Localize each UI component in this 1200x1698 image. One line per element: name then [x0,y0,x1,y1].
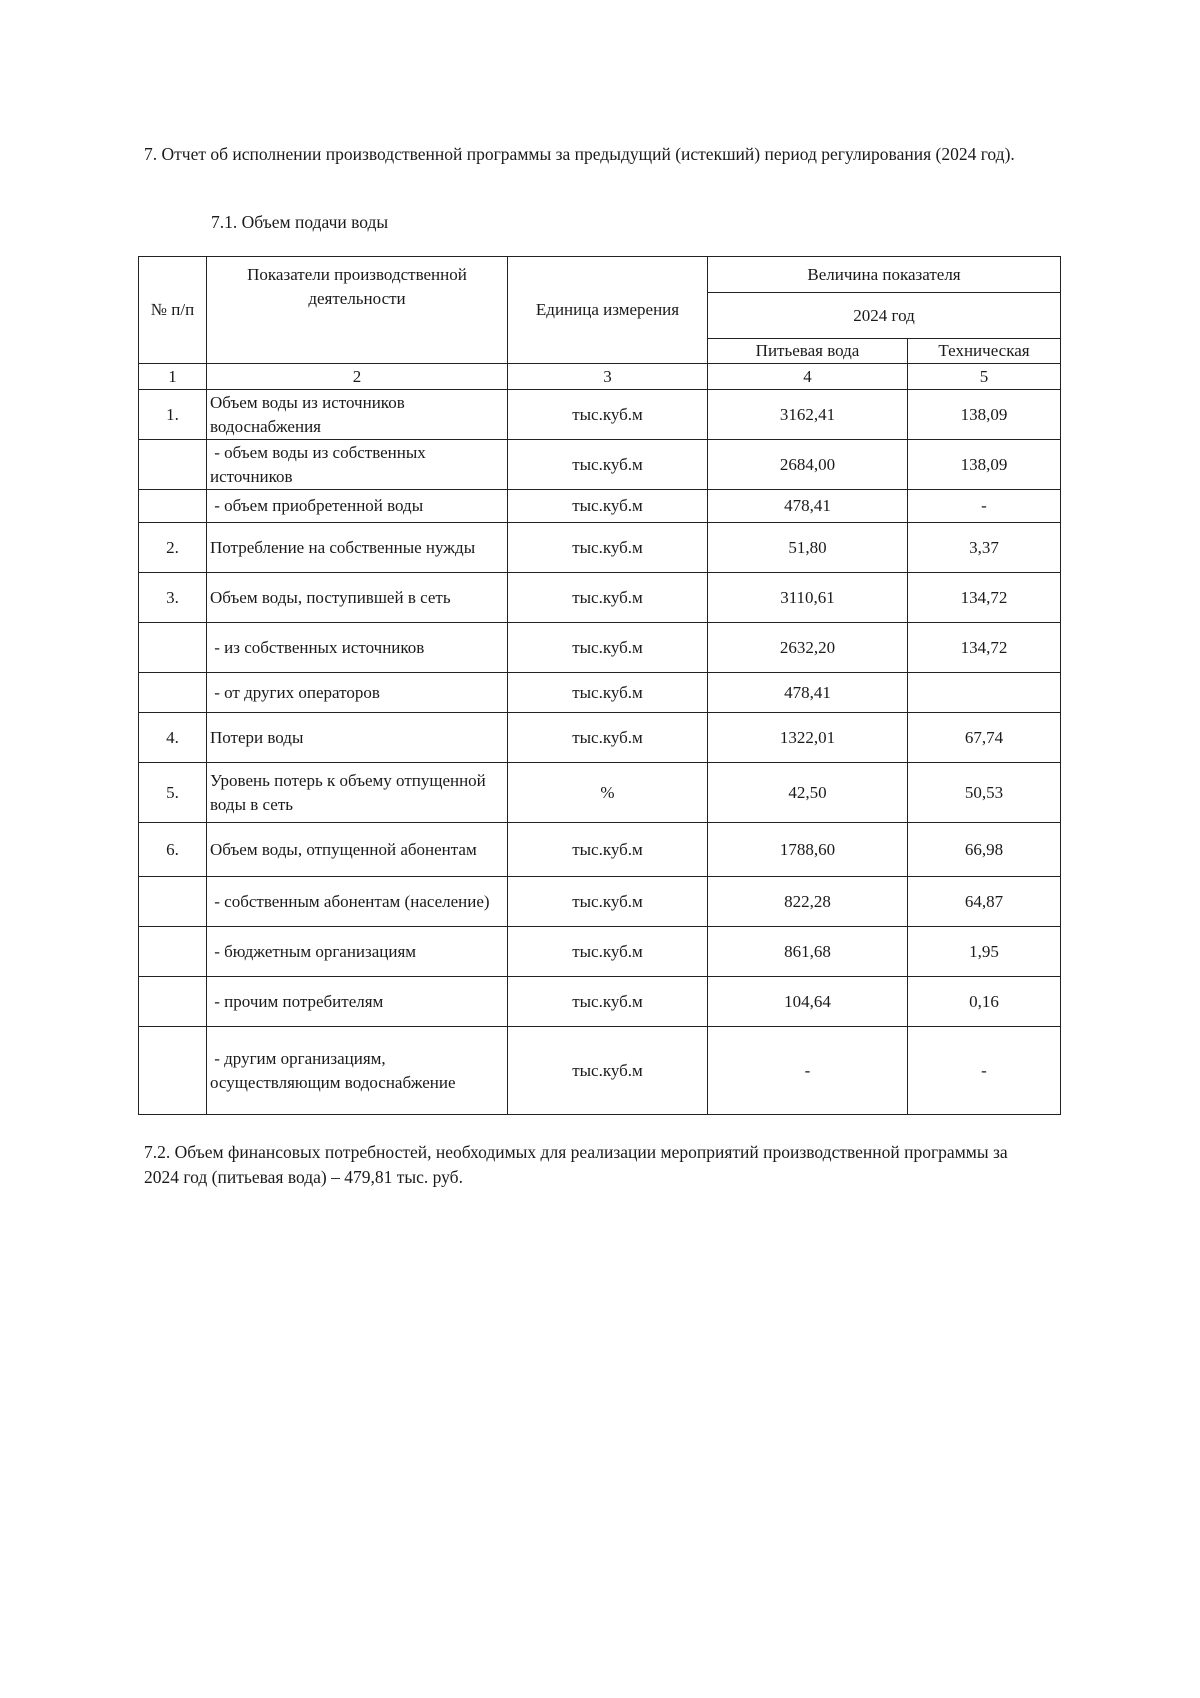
header-technical: Техническая [908,339,1061,364]
row-drinking: 2684,00 [708,440,908,490]
row-num [139,623,207,673]
row-num: 2. [139,523,207,573]
header-indicator: Показатели производственной деятельности [207,257,508,364]
row-name: Объем воды из источников водоснабжения [207,390,508,440]
subsection-heading: 7.1. Объем подачи воды [211,212,389,232]
water-supply-table [138,256,1061,1115]
row-unit: тыс.куб.м [508,523,708,573]
row-technical: 64,87 [908,877,1061,927]
header-unit: Единица измерения [508,257,708,364]
row-drinking: 51,80 [708,523,908,573]
row-unit: тыс.куб.м [508,623,708,673]
row-unit: тыс.куб.м [508,713,708,763]
row-name: Потребление на собственные нужды [207,523,508,573]
row-num [139,927,207,977]
table-row [139,977,1061,1027]
row-unit: тыс.куб.м [508,977,708,1027]
row-unit: тыс.куб.м [508,490,708,523]
header-year: 2024 год [708,293,1061,339]
row-technical: 67,74 [908,713,1061,763]
row-technical: 138,09 [908,390,1061,440]
column-number: 2 [207,364,508,390]
section-heading: 7. Отчет об исполнении производственной программы за предыдущий (истекший) период регулирования (2024 год). [144,144,1015,164]
row-technical: - [908,1027,1061,1115]
row-unit: тыс.куб.м [508,1027,708,1115]
row-name: - из собственных источников [207,623,508,673]
financial-needs-note: 7.2. Объем финансовых потребностей, необходимых для реализации мероприятий производственной программы за 2024 год (питьевая вода) – 479,81 тыс. руб. [144,1142,1008,1187]
row-name: Объем воды, поступившей в сеть [207,573,508,623]
row-drinking: 42,50 [708,763,908,823]
row-drinking: 1788,60 [708,823,908,877]
row-name: - от других операторов [207,673,508,713]
header-value: Величина показателя [708,257,1061,293]
row-drinking: 3110,61 [708,573,908,623]
row-technical: 0,16 [908,977,1061,1027]
row-unit: тыс.куб.м [508,390,708,440]
row-technical: 138,09 [908,440,1061,490]
header-num: № п/п [139,257,207,364]
row-name: - объем приобретенной воды [207,490,508,523]
row-name: - прочим потребителям [207,977,508,1027]
table-row [139,390,1061,440]
row-name: - бюджетным организациям [207,927,508,977]
row-technical: 134,72 [908,623,1061,673]
row-drinking: 3162,41 [708,390,908,440]
table-row [139,1027,1061,1115]
row-unit: тыс.куб.м [508,927,708,977]
table-row [139,673,1061,713]
row-num [139,1027,207,1115]
column-number: 4 [708,364,908,390]
table-row [139,573,1061,623]
row-unit: тыс.куб.м [508,440,708,490]
row-drinking: 478,41 [708,490,908,523]
table-row [139,927,1061,977]
row-unit: % [508,763,708,823]
table-row [139,763,1061,823]
row-name: - собственным абонентам (население) [207,877,508,927]
row-num: 6. [139,823,207,877]
row-technical [908,673,1061,713]
row-num [139,440,207,490]
row-name: - объем воды из собственных источников [207,440,508,490]
table-row [139,877,1061,927]
row-unit: тыс.куб.м [508,573,708,623]
table-row [139,490,1061,523]
column-number: 5 [908,364,1061,390]
row-drinking: 822,28 [708,877,908,927]
row-num: 3. [139,573,207,623]
row-name: - другим организациям, осуществляющим водоснабжение [207,1027,508,1115]
table-row [139,623,1061,673]
row-drinking: 104,64 [708,977,908,1027]
row-num: 1. [139,390,207,440]
row-unit: тыс.куб.м [508,823,708,877]
row-unit: тыс.куб.м [508,673,708,713]
row-technical: 134,72 [908,573,1061,623]
table-row [139,713,1061,763]
table-row [139,523,1061,573]
table-row [139,823,1061,877]
row-technical: - [908,490,1061,523]
row-drinking: 861,68 [708,927,908,977]
column-number: 1 [139,364,207,390]
row-technical: 1,95 [908,927,1061,977]
row-unit: тыс.куб.м [508,877,708,927]
table-row [139,440,1061,490]
row-technical: 50,53 [908,763,1061,823]
row-drinking: 478,41 [708,673,908,713]
row-num [139,977,207,1027]
header-drinking: Питьевая вода [708,339,908,364]
row-name: Уровень потерь к объему отпущенной воды в сеть [207,763,508,823]
row-num: 4. [139,713,207,763]
row-num [139,490,207,523]
row-drinking: 1322,01 [708,713,908,763]
row-name: Потери воды [207,713,508,763]
row-num: 5. [139,763,207,823]
row-num [139,877,207,927]
row-drinking: - [708,1027,908,1115]
row-drinking: 2632,20 [708,623,908,673]
row-name: Объем воды, отпущенной абонентам [207,823,508,877]
row-technical: 3,37 [908,523,1061,573]
row-num [139,673,207,713]
column-number: 3 [508,364,708,390]
row-technical: 66,98 [908,823,1061,877]
